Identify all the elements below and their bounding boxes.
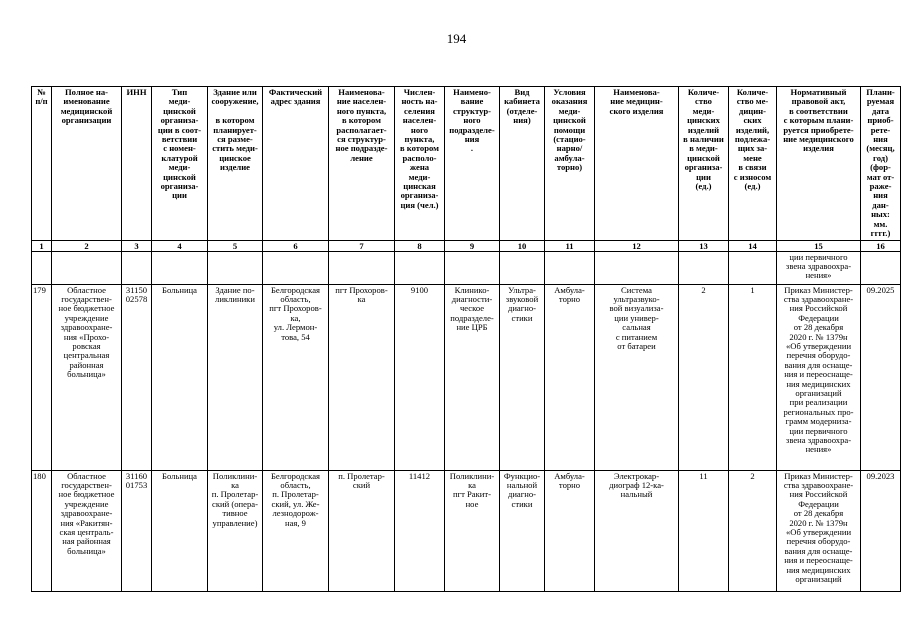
conditions: Амбула- торно xyxy=(545,284,595,470)
header-cell: Наимено- вание структур- ного подразделе- ния . xyxy=(445,87,500,241)
header-cell: Условия оказания меди- цинской помощи (стацио- нарно/ амбула- торно) xyxy=(545,87,595,241)
continuation-row xyxy=(32,251,901,284)
header-row xyxy=(32,87,901,241)
purchase-date: 09.2025 xyxy=(861,284,901,470)
table-cell xyxy=(208,251,263,284)
header-cell: Количе- ство меди- цинских изделий в наличии в меди- цинской организа- ции (ед.) xyxy=(679,87,729,241)
equipment-table xyxy=(31,86,901,592)
population: 9100 xyxy=(395,284,445,470)
qty-available: 11 xyxy=(679,470,729,591)
population: 11412 xyxy=(395,470,445,591)
org-name: Областное государствен- ное бюджетное учреждение здравоохране- ния «Ракитян- ская централь- ная районная больница» xyxy=(52,470,122,591)
header-cell: Числен- ность на- селения населен- ного пункта, в котором располо- жена меди- цинская организа- ция (чел.) xyxy=(395,87,445,241)
header-cell: Плани- руемая дата приоб- рете- ния (месяц, год) (фор- мат от- раже- ния дан- ных: мм. гггг.) xyxy=(861,87,901,241)
conditions: Амбула- торно xyxy=(545,470,595,591)
header-cell: Наименова- ние медицин- ского изделия xyxy=(595,87,679,241)
column-number: 1 xyxy=(32,240,52,251)
table-cell xyxy=(395,251,445,284)
header-cell: Количе- ство ме- дицин- ских изделий, подлежа- щих за- мене в связи с износом (ед.) xyxy=(729,87,777,241)
column-number: 12 xyxy=(595,240,679,251)
legal-act: Приказ Министер- ства здравоохране- ния Российской Федерации от 28 декабря 2020 г. № 1379н «Об утверждении перечня оборудо- вания для оснаще- ния и переоснаще- ния медицинских организаций при реализации региональных про- грамм модерниза- ции первичного звена здравоохра- нения» xyxy=(777,284,861,470)
column-number: 7 xyxy=(329,240,395,251)
org-type: Больница xyxy=(152,470,208,591)
header-cell: Тип меди- цинской организа- ции в соот- ветствии с номен- клатурой меди- цинской организа- ции xyxy=(152,87,208,241)
header-cell: ИНН xyxy=(122,87,152,241)
table-cell xyxy=(52,251,122,284)
column-number: 4 xyxy=(152,240,208,251)
page-number: 194 xyxy=(446,31,467,46)
unit: Поликлини- ка пгт Ракит- ное xyxy=(445,470,500,591)
header-cell: Наименова- ние населен- ного пункта, в котором располагает- ся структур- ное подразде- ление xyxy=(329,87,395,241)
column-number: 5 xyxy=(208,240,263,251)
header-cell: № п/п xyxy=(32,87,52,241)
qty-available: 2 xyxy=(679,284,729,470)
table-cell xyxy=(500,251,545,284)
continuation-act-cell: ции первичного звена здравоохра- нения» xyxy=(777,251,861,284)
table-cell xyxy=(861,251,901,284)
table-cell xyxy=(329,251,395,284)
header-cell: Здание или сооружение, в котором планирует- ся разме- стить меди- цинское изделие xyxy=(208,87,263,241)
unit: Клинико- диагности- ческое подразделе- ние ЦРБ xyxy=(445,284,500,470)
table-row xyxy=(32,470,901,591)
org-name: Областное государствен- ное бюджетное учреждение здравоохране- ния «Прохо- ровская центральная районная больница» xyxy=(52,284,122,470)
column-number: 8 xyxy=(395,240,445,251)
cabinet: Функцио- нальной диагно- стики xyxy=(500,470,545,591)
column-number: 2 xyxy=(52,240,122,251)
locality: п. Пролетар- ский xyxy=(329,470,395,591)
row-number: 180 xyxy=(32,470,52,591)
address: Белгородская область, п. Пролетар- ский, ул. Же- лезнодорож- ная, 9 xyxy=(263,470,329,591)
qty-replace: 2 xyxy=(729,470,777,591)
table-cell xyxy=(545,251,595,284)
column-number: 10 xyxy=(500,240,545,251)
inn: 31160 01753 xyxy=(122,470,152,591)
qty-replace: 1 xyxy=(729,284,777,470)
address: Белгородская область, пгт Прохоров- ка, ул. Лермон- това, 54 xyxy=(263,284,329,470)
table-cell xyxy=(595,251,679,284)
column-number: 9 xyxy=(445,240,500,251)
column-number: 13 xyxy=(679,240,729,251)
row-number: 179 xyxy=(32,284,52,470)
table-cell xyxy=(263,251,329,284)
table-cell xyxy=(32,251,52,284)
table-cell xyxy=(445,251,500,284)
header-cell: Фактический адрес здания xyxy=(263,87,329,241)
legal-act: Приказ Министер- ства здравоохране- ния Российской Федерации от 28 декабря 2020 г. № 1379н «Об утверждении перечня оборудо- вания для оснаще- ния и переоснаще- ния медицинских организаций xyxy=(777,470,861,591)
column-number: 6 xyxy=(263,240,329,251)
header-cell: Нормативный правовой акт, в соответствии с которым плани- руется приобрете- ние медицинского изделия xyxy=(777,87,861,241)
purchase-date: 09.2023 xyxy=(861,470,901,591)
column-number-row xyxy=(32,240,901,251)
table-cell xyxy=(122,251,152,284)
column-number: 16 xyxy=(861,240,901,251)
table-row xyxy=(32,284,901,470)
column-number: 15 xyxy=(777,240,861,251)
table-cell xyxy=(152,251,208,284)
locality: пгт Прохоров- ка xyxy=(329,284,395,470)
inn: 31150 02578 xyxy=(122,284,152,470)
column-number: 3 xyxy=(122,240,152,251)
device: Система ультразвуко- вой визуализа- ции универ- сальная с питанием от батареи xyxy=(595,284,679,470)
column-number: 14 xyxy=(729,240,777,251)
column-number: 11 xyxy=(545,240,595,251)
header-cell: Вид кабинета (отделе- ния) xyxy=(500,87,545,241)
org-type: Больница xyxy=(152,284,208,470)
header-cell: Полное на- именование медицинской организации xyxy=(52,87,122,241)
table-cell xyxy=(729,251,777,284)
building: Поликлини- ка п. Пролетар- ский (опера- тивное управление) xyxy=(208,470,263,591)
building: Здание по- ликлиники xyxy=(208,284,263,470)
cabinet: Ультра- звуковой диагно- стики xyxy=(500,284,545,470)
device: Электрокар- диограф 12-ка- нальный xyxy=(595,470,679,591)
table-cell xyxy=(679,251,729,284)
